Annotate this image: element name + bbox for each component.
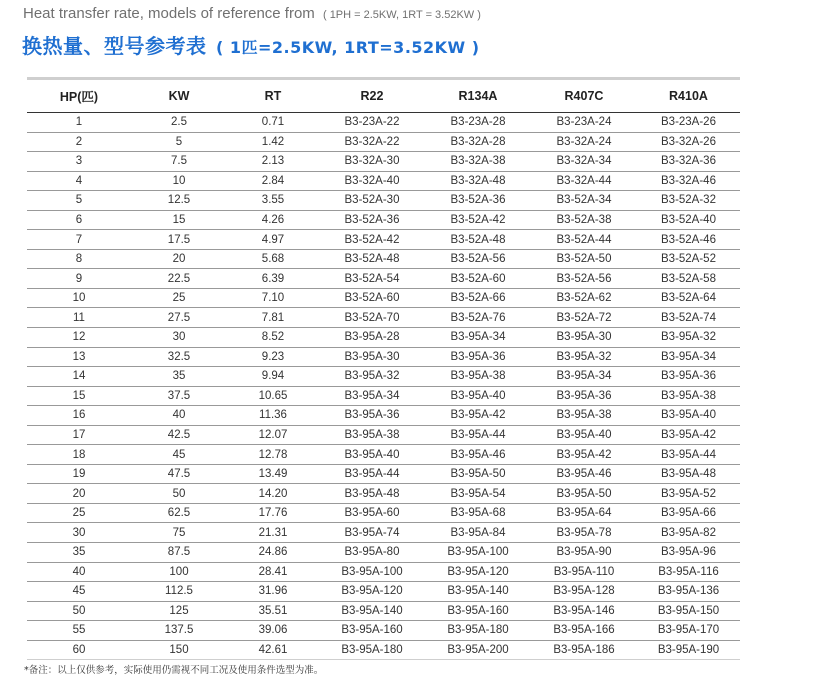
table-cell: B3-95A-200 [425, 640, 531, 660]
table-cell: 10 [27, 288, 131, 308]
table-cell: B3-95A-30 [531, 328, 637, 348]
table-cell: B3-95A-48 [637, 464, 740, 484]
table-cell: 40 [131, 406, 227, 426]
table-cell: 11 [27, 308, 131, 328]
table-cell: 16 [27, 406, 131, 426]
table-row [27, 562, 740, 582]
table-cell: B3-52A-42 [319, 230, 425, 250]
table-cell: B3-95A-96 [637, 543, 740, 563]
table-cell: 62.5 [131, 503, 227, 523]
table-cell: B3-52A-58 [637, 269, 740, 289]
table-row [27, 464, 740, 484]
table-row [27, 523, 740, 543]
table-cell: B3-95A-74 [319, 523, 425, 543]
table-cell: B3-95A-44 [425, 425, 531, 445]
table-cell: B3-95A-32 [531, 347, 637, 367]
table-cell: B3-23A-22 [319, 113, 425, 133]
table-cell: 32.5 [131, 347, 227, 367]
table-cell: B3-95A-40 [425, 386, 531, 406]
table-cell: B3-52A-32 [637, 191, 740, 211]
table-cell: 7 [27, 230, 131, 250]
table-row [27, 171, 740, 191]
table-cell: 13.49 [227, 464, 319, 484]
table-cell: B3-32A-46 [637, 171, 740, 191]
column-header: KW [131, 80, 227, 113]
table-row [27, 503, 740, 523]
table-cell: B3-52A-48 [319, 249, 425, 269]
table-cell: B3-95A-160 [425, 601, 531, 621]
table-row [27, 425, 740, 445]
table-cell: B3-95A-100 [319, 562, 425, 582]
table-cell: 24.86 [227, 543, 319, 563]
table-row [27, 152, 740, 172]
table-cell: 37.5 [131, 386, 227, 406]
table-cell: 2 [27, 132, 131, 152]
table-cell: B3-95A-50 [425, 464, 531, 484]
table-cell: 1 [27, 113, 131, 133]
table-cell: B3-52A-36 [425, 191, 531, 211]
table-cell: B3-32A-22 [319, 132, 425, 152]
table-cell: 9.23 [227, 347, 319, 367]
table-cell: B3-95A-36 [531, 386, 637, 406]
table-cell: B3-95A-116 [637, 562, 740, 582]
reference-table-container [27, 77, 740, 660]
table-cell: 50 [131, 484, 227, 504]
table-cell: B3-52A-36 [319, 210, 425, 230]
table-cell: B3-95A-140 [425, 582, 531, 602]
subtitle-english-text: Heat transfer rate, models of reference from [23, 5, 315, 22]
table-row [27, 445, 740, 465]
column-header: R410A [637, 80, 740, 113]
table-cell: B3-95A-54 [425, 484, 531, 504]
table-cell: 15 [27, 386, 131, 406]
table-cell: B3-52A-48 [425, 230, 531, 250]
table-cell: 21.31 [227, 523, 319, 543]
table-cell: B3-52A-66 [425, 288, 531, 308]
table-cell: B3-52A-52 [637, 249, 740, 269]
table-row [27, 113, 740, 133]
table-cell: 35.51 [227, 601, 319, 621]
column-header: R407C [531, 80, 637, 113]
table-cell: B3-95A-40 [319, 445, 425, 465]
table-row [27, 230, 740, 250]
table-cell: B3-52A-40 [637, 210, 740, 230]
table-cell: B3-95A-100 [425, 543, 531, 563]
table-cell: B3-52A-30 [319, 191, 425, 211]
table-row [27, 347, 740, 367]
table-cell: B3-95A-80 [319, 543, 425, 563]
table-cell: B3-95A-42 [425, 406, 531, 426]
table-row [27, 288, 740, 308]
table-cell: 20 [27, 484, 131, 504]
table-cell: 45 [27, 582, 131, 602]
table-header-row [27, 80, 740, 113]
table-cell: 10.65 [227, 386, 319, 406]
table-row [27, 601, 740, 621]
table-cell: 4 [27, 171, 131, 191]
table-cell: B3-52A-60 [319, 288, 425, 308]
table-cell: B3-95A-32 [637, 328, 740, 348]
table-cell: 4.97 [227, 230, 319, 250]
table-cell: 28.41 [227, 562, 319, 582]
table-cell: 1.42 [227, 132, 319, 152]
table-cell: 15 [131, 210, 227, 230]
table-cell: 125 [131, 601, 227, 621]
table-cell: B3-95A-46 [425, 445, 531, 465]
table-cell: 45 [131, 445, 227, 465]
table-cell: B3-95A-42 [637, 425, 740, 445]
table-cell: B3-32A-36 [637, 152, 740, 172]
table-cell: 2.5 [131, 113, 227, 133]
table-cell: 112.5 [131, 582, 227, 602]
table-cell: B3-95A-36 [425, 347, 531, 367]
table-cell: 12 [27, 328, 131, 348]
table-row [27, 621, 740, 641]
table-cell: 87.5 [131, 543, 227, 563]
table-cell: 7.81 [227, 308, 319, 328]
table-cell: B3-95A-68 [425, 503, 531, 523]
table-cell: B3-32A-24 [531, 132, 637, 152]
reference-table [27, 80, 740, 660]
table-cell: 5.68 [227, 249, 319, 269]
table-cell: B3-95A-40 [637, 406, 740, 426]
table-cell: 17.76 [227, 503, 319, 523]
table-cell: B3-52A-62 [531, 288, 637, 308]
table-cell: 30 [131, 328, 227, 348]
table-row [27, 640, 740, 660]
table-row [27, 249, 740, 269]
table-cell: B3-95A-38 [637, 386, 740, 406]
table-cell: B3-52A-50 [531, 249, 637, 269]
table-cell: 18 [27, 445, 131, 465]
table-cell: 40 [27, 562, 131, 582]
table-cell: 55 [27, 621, 131, 641]
table-cell: B3-23A-26 [637, 113, 740, 133]
table-cell: B3-95A-180 [425, 621, 531, 641]
table-cell: B3-95A-40 [531, 425, 637, 445]
table-cell: 10 [131, 171, 227, 191]
table-cell: B3-32A-44 [531, 171, 637, 191]
table-body [27, 113, 740, 660]
table-cell: B3-32A-38 [425, 152, 531, 172]
table-cell: 100 [131, 562, 227, 582]
subtitle-english [23, 5, 481, 22]
table-cell: B3-95A-146 [531, 601, 637, 621]
table-cell: B3-52A-34 [531, 191, 637, 211]
table-row [27, 386, 740, 406]
table-cell: 8 [27, 249, 131, 269]
table-cell: B3-95A-64 [531, 503, 637, 523]
column-header: R134A [425, 80, 531, 113]
table-cell: B3-95A-128 [531, 582, 637, 602]
table-cell: B3-95A-110 [531, 562, 637, 582]
table-cell: B3-95A-32 [319, 367, 425, 387]
table-cell: 17 [27, 425, 131, 445]
table-cell: 137.5 [131, 621, 227, 641]
table-cell: B3-95A-34 [425, 328, 531, 348]
column-header: RT [227, 80, 319, 113]
table-cell: B3-95A-66 [637, 503, 740, 523]
table-cell: 13 [27, 347, 131, 367]
table-cell: B3-95A-160 [319, 621, 425, 641]
table-cell: B3-95A-90 [531, 543, 637, 563]
table-cell: B3-95A-36 [637, 367, 740, 387]
table-cell: 12.5 [131, 191, 227, 211]
table-cell: 7.10 [227, 288, 319, 308]
table-cell: B3-52A-74 [637, 308, 740, 328]
table-cell: B3-95A-38 [531, 406, 637, 426]
table-cell: 31.96 [227, 582, 319, 602]
column-header: R22 [319, 80, 425, 113]
table-cell: B3-95A-60 [319, 503, 425, 523]
table-cell: B3-95A-136 [637, 582, 740, 602]
table-cell: B3-95A-82 [637, 523, 740, 543]
table-cell: B3-95A-34 [637, 347, 740, 367]
table-cell: B3-32A-30 [319, 152, 425, 172]
table-cell: B3-95A-190 [637, 640, 740, 660]
table-cell: 35 [131, 367, 227, 387]
table-row [27, 308, 740, 328]
table-cell: B3-95A-38 [319, 425, 425, 445]
table-cell: B3-95A-36 [319, 406, 425, 426]
table-cell: B3-95A-84 [425, 523, 531, 543]
table-row [27, 367, 740, 387]
table-cell: B3-52A-56 [425, 249, 531, 269]
table-row [27, 191, 740, 211]
table-cell: B3-95A-166 [531, 621, 637, 641]
table-cell: B3-32A-48 [425, 171, 531, 191]
table-row [27, 582, 740, 602]
page-title-text: 换热量、型号参考表 [22, 34, 207, 58]
table-cell: B3-95A-30 [319, 347, 425, 367]
table-cell: B3-32A-26 [637, 132, 740, 152]
table-cell: 39.06 [227, 621, 319, 641]
table-cell: 12.78 [227, 445, 319, 465]
table-row [27, 210, 740, 230]
table-cell: 20 [131, 249, 227, 269]
table-cell: B3-95A-78 [531, 523, 637, 543]
table-cell: 14.20 [227, 484, 319, 504]
table-cell: 17.5 [131, 230, 227, 250]
table-cell: B3-95A-34 [531, 367, 637, 387]
table-cell: 7.5 [131, 152, 227, 172]
table-cell: 12.07 [227, 425, 319, 445]
table-cell: 22.5 [131, 269, 227, 289]
table-cell: B3-52A-44 [531, 230, 637, 250]
table-cell: B3-52A-38 [531, 210, 637, 230]
table-cell: 5 [131, 132, 227, 152]
table-cell: B3-32A-40 [319, 171, 425, 191]
table-cell: B3-52A-42 [425, 210, 531, 230]
table-cell: 30 [27, 523, 131, 543]
table-cell: B3-32A-34 [531, 152, 637, 172]
table-row [27, 269, 740, 289]
table-cell: B3-95A-46 [531, 464, 637, 484]
table-cell: B3-95A-180 [319, 640, 425, 660]
table-cell: 11.36 [227, 406, 319, 426]
table-cell: B3-52A-60 [425, 269, 531, 289]
table-row [27, 328, 740, 348]
table-cell: B3-95A-140 [319, 601, 425, 621]
table-cell: B3-95A-44 [637, 445, 740, 465]
table-cell: B3-32A-28 [425, 132, 531, 152]
table-row [27, 543, 740, 563]
table-cell: B3-23A-24 [531, 113, 637, 133]
table-cell: 6 [27, 210, 131, 230]
table-row [27, 132, 740, 152]
table-cell: 75 [131, 523, 227, 543]
table-cell: B3-95A-48 [319, 484, 425, 504]
table-cell: B3-95A-28 [319, 328, 425, 348]
table-cell: 3 [27, 152, 131, 172]
table-cell: B3-95A-44 [319, 464, 425, 484]
table-cell: B3-95A-52 [637, 484, 740, 504]
table-cell: 4.26 [227, 210, 319, 230]
table-cell: 6.39 [227, 269, 319, 289]
table-cell: B3-95A-170 [637, 621, 740, 641]
table-cell: 9 [27, 269, 131, 289]
table-cell: B3-23A-28 [425, 113, 531, 133]
table-cell: B3-52A-76 [425, 308, 531, 328]
table-cell: 3.55 [227, 191, 319, 211]
page-title [22, 30, 480, 59]
table-cell: 25 [131, 288, 227, 308]
subtitle-english-note: ( 1PH = 2.5KW, 1RT = 3.52KW ) [322, 9, 481, 21]
table-cell: B3-52A-56 [531, 269, 637, 289]
table-cell: B3-52A-64 [637, 288, 740, 308]
table-cell: 50 [27, 601, 131, 621]
table-cell: 42.5 [131, 425, 227, 445]
page-title-note: ( 1匹=2.5KW, 1RT=3.52KW ) [215, 38, 480, 57]
table-cell: 9.94 [227, 367, 319, 387]
table-row [27, 406, 740, 426]
table-cell: 2.84 [227, 171, 319, 191]
table-cell: B3-95A-38 [425, 367, 531, 387]
table-cell: B3-52A-72 [531, 308, 637, 328]
table-cell: B3-95A-186 [531, 640, 637, 660]
table-cell: B3-52A-46 [637, 230, 740, 250]
table-cell: B3-95A-42 [531, 445, 637, 465]
column-header: HP(匹) [27, 80, 131, 113]
table-cell: 42.61 [227, 640, 319, 660]
table-cell: B3-52A-54 [319, 269, 425, 289]
footnote: *备注：以上仅供参考，实际使用仍需视不同工况及使用条件选型为准。 [24, 665, 324, 676]
table-cell: B3-95A-150 [637, 601, 740, 621]
table-cell: B3-95A-120 [319, 582, 425, 602]
table-cell: B3-95A-34 [319, 386, 425, 406]
table-cell: 150 [131, 640, 227, 660]
table-cell: 5 [27, 191, 131, 211]
table-cell: 47.5 [131, 464, 227, 484]
table-cell: 25 [27, 503, 131, 523]
table-cell: 60 [27, 640, 131, 660]
table-cell: B3-52A-70 [319, 308, 425, 328]
table-cell: 14 [27, 367, 131, 387]
table-cell: 2.13 [227, 152, 319, 172]
table-cell: 0.71 [227, 113, 319, 133]
table-row [27, 484, 740, 504]
table-cell: 35 [27, 543, 131, 563]
table-cell: B3-95A-120 [425, 562, 531, 582]
table-cell: 27.5 [131, 308, 227, 328]
table-cell: B3-95A-50 [531, 484, 637, 504]
table-cell: 8.52 [227, 328, 319, 348]
table-cell: 19 [27, 464, 131, 484]
